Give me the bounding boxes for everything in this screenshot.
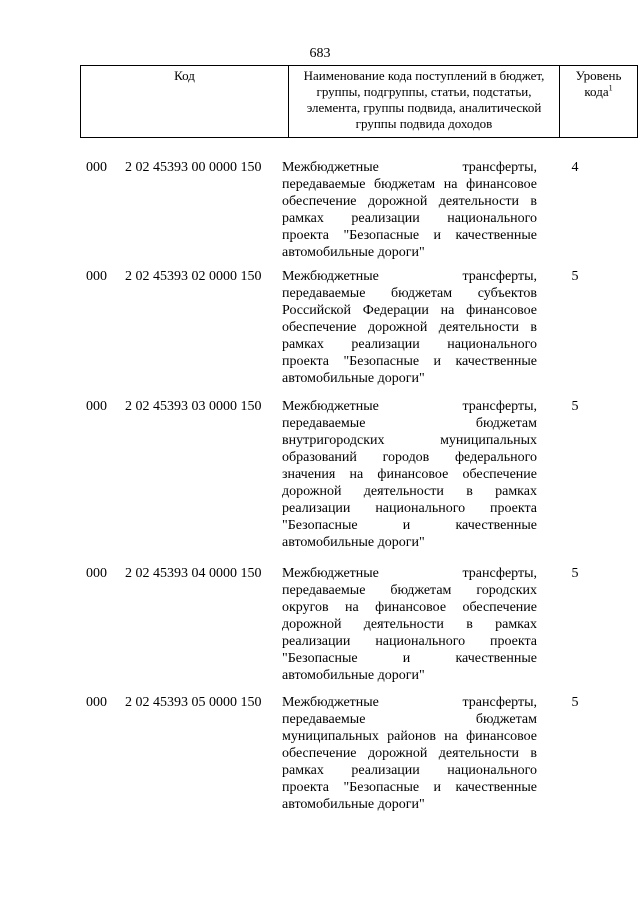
row-level: 5: [571, 399, 579, 414]
row-name-line: передаваемые бюджетам городских: [282, 583, 537, 598]
row-name-line: передаваемые бюджетам субъектов: [282, 286, 537, 301]
row-name-line: обеспечение дорожной деятельности в: [282, 194, 537, 209]
row-name-line: Межбюджетные трансферты,: [282, 399, 537, 414]
row-budget-code: 2 02 45393 00 0000 150: [125, 160, 262, 175]
row-name-line: передаваемые бюджетам: [282, 416, 537, 431]
row-name-line: обеспечение дорожной деятельности в: [282, 320, 537, 335]
row-name-line: автомобильные дороги": [282, 797, 425, 812]
page-number: 683: [309, 46, 331, 61]
row-name-line: округов на финансовое обеспечение: [282, 600, 537, 615]
row-budget-code: 2 02 45393 03 0000 150: [125, 399, 262, 414]
row-name-line: передаваемые бюджетам на финансовое: [282, 177, 537, 192]
row-admin-code: 000: [86, 566, 107, 581]
header-code: Код: [81, 66, 289, 138]
row-budget-code: 2 02 45393 04 0000 150: [125, 566, 262, 581]
row-name-line: Российской Федерации на финансовое: [282, 303, 537, 318]
header-level-label-tail: а: [602, 84, 609, 99]
row-name: [282, 565, 537, 684]
row-name-line: муниципальных районов на финансовое: [282, 729, 537, 744]
row-name-line: значения на финансовое обеспечение: [282, 467, 537, 482]
row-name-line: Межбюджетные трансферты,: [282, 160, 537, 175]
row-name-line: передаваемые бюджетам: [282, 712, 537, 727]
row-name-line: "Безопасные и качественные: [282, 651, 537, 666]
row-name-line: проекта "Безопасные и качественные: [282, 354, 537, 369]
row-budget-code: 2 02 45393 02 0000 150: [125, 269, 262, 284]
header-level-footnote: 1: [608, 83, 613, 93]
row-name-line: проекта "Безопасные и качественные: [282, 228, 537, 243]
row-level: 5: [571, 695, 579, 710]
row-name-line: автомобильные дороги": [282, 371, 425, 386]
row-admin-code: 000: [86, 695, 107, 710]
row-name: [282, 398, 537, 551]
row-name-line: Межбюджетные трансферты,: [282, 695, 537, 710]
row-name-line: "Безопасные и качественные: [282, 518, 537, 533]
row-name: [282, 268, 537, 387]
row-name-line: Межбюджетные трансферты,: [282, 566, 537, 581]
row-name-line: реализации национального проекта: [282, 501, 537, 516]
row-name-line: автомобильные дороги": [282, 245, 425, 260]
row-admin-code: 000: [86, 160, 107, 175]
row-name-line: рамках реализации национального: [282, 211, 537, 226]
row-admin-code: 000: [86, 269, 107, 284]
row-name-line: образований городов федерального: [282, 450, 537, 465]
row-name-line: дорожной деятельности в рамках: [282, 484, 537, 499]
row-level: 4: [571, 160, 579, 175]
row-budget-code: 2 02 45393 05 0000 150: [125, 695, 262, 710]
row-level: 5: [571, 566, 579, 581]
row-name-line: рамках реализации национального: [282, 763, 537, 778]
row-name: [282, 694, 537, 813]
row-name-line: автомобильные дороги": [282, 668, 425, 683]
row-name-line: автомобильные дороги": [282, 535, 425, 550]
row-name-line: внутригородских муниципальных: [282, 433, 537, 448]
row-name-line: дорожной деятельности в рамках: [282, 617, 537, 632]
row-name-line: обеспечение дорожной деятельности в: [282, 746, 537, 761]
header-level-label: Уровень код: [575, 68, 622, 99]
row-name-line: проекта "Безопасные и качественные: [282, 780, 537, 795]
header-name: Наименование кода поступлений в бюджет, группы, подгруппы, статьи, подстатьи, элемента, группы подвида, аналитической группы подвида доходов: [289, 66, 560, 138]
row-name-line: Межбюджетные трансферты,: [282, 269, 537, 284]
row-admin-code: 000: [86, 399, 107, 414]
row-name-line: рамках реализации национального: [282, 337, 537, 352]
row-level: 5: [571, 269, 579, 284]
row-name-line: реализации национального проекта: [282, 634, 537, 649]
row-name: [282, 159, 537, 261]
